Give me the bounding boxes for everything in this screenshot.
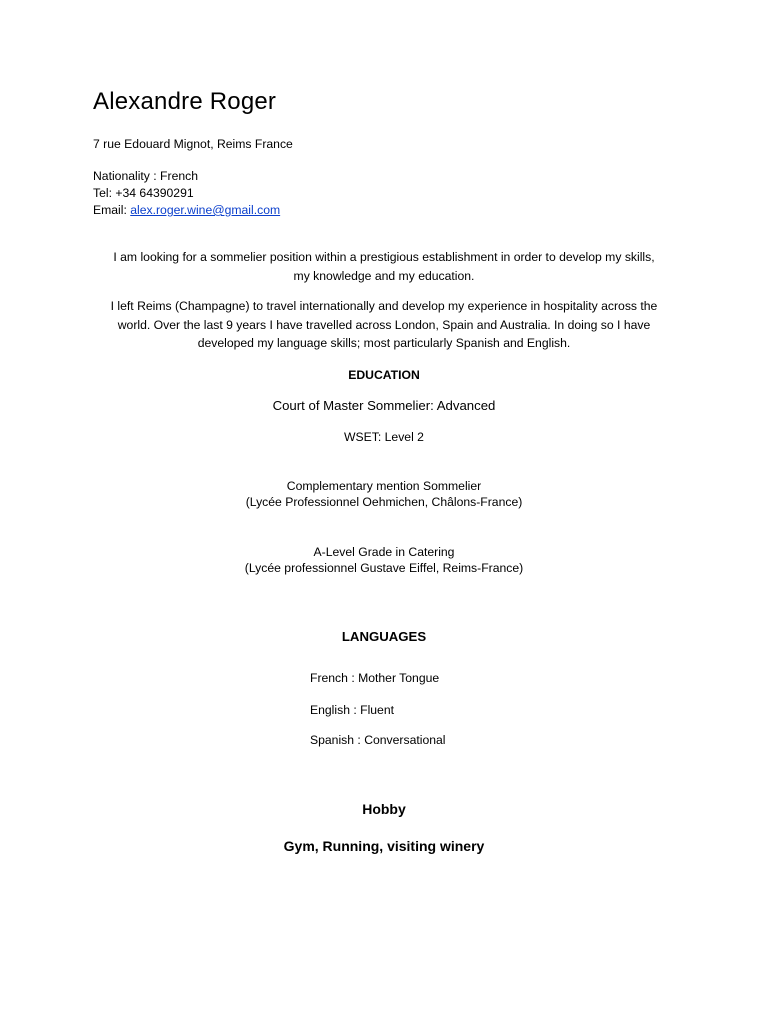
nationality: Nationality : French (93, 169, 198, 183)
telephone: Tel: +34 64390291 (93, 186, 194, 200)
education-item-title: A-Level Grade in Catering (313, 545, 455, 559)
education-item-title: Complementary mention Sommelier (286, 479, 482, 493)
language-item: Spanish : Conversational (310, 733, 446, 747)
hobby-heading: Hobby (362, 801, 406, 817)
language-item: English : Fluent (310, 703, 395, 717)
education-item-title: Court of Master Sommelier: Advanced (272, 398, 496, 413)
language-item: French : Mother Tongue (310, 671, 440, 685)
education-heading: EDUCATION (348, 368, 420, 382)
languages-heading: LANGUAGES (341, 629, 427, 644)
email-link[interactable]: alex.roger.wine@gmail.com (130, 203, 281, 217)
email-line (93, 203, 280, 217)
hobby-text: Gym, Running, visiting winery (283, 838, 485, 854)
experience-paragraph: I left Reims (Champagne) to travel internationally and develop my experience in hospitality across the world. Over the last 9 years I have travelled across London, Spain and Australia. In doing so I have developed my language skills; most particularly Spanish and English. (110, 299, 658, 350)
education-item-school: (Lycée Professionnel Oehmichen, Châlons-France) (245, 495, 523, 509)
education-item-title: WSET: Level 2 (344, 430, 424, 444)
candidate-name: Alexandre Roger (93, 88, 277, 115)
objective-paragraph: I am looking for a sommelier position within a prestigious establishment in order to develop my skills, my knowledge and my education. (113, 250, 655, 283)
education-item-school: (Lycée professionnel Gustave Eiffel, Reims-France) (244, 561, 524, 575)
email-label: Email: (93, 203, 131, 217)
address: 7 rue Edouard Mignot, Reims France (93, 137, 293, 151)
